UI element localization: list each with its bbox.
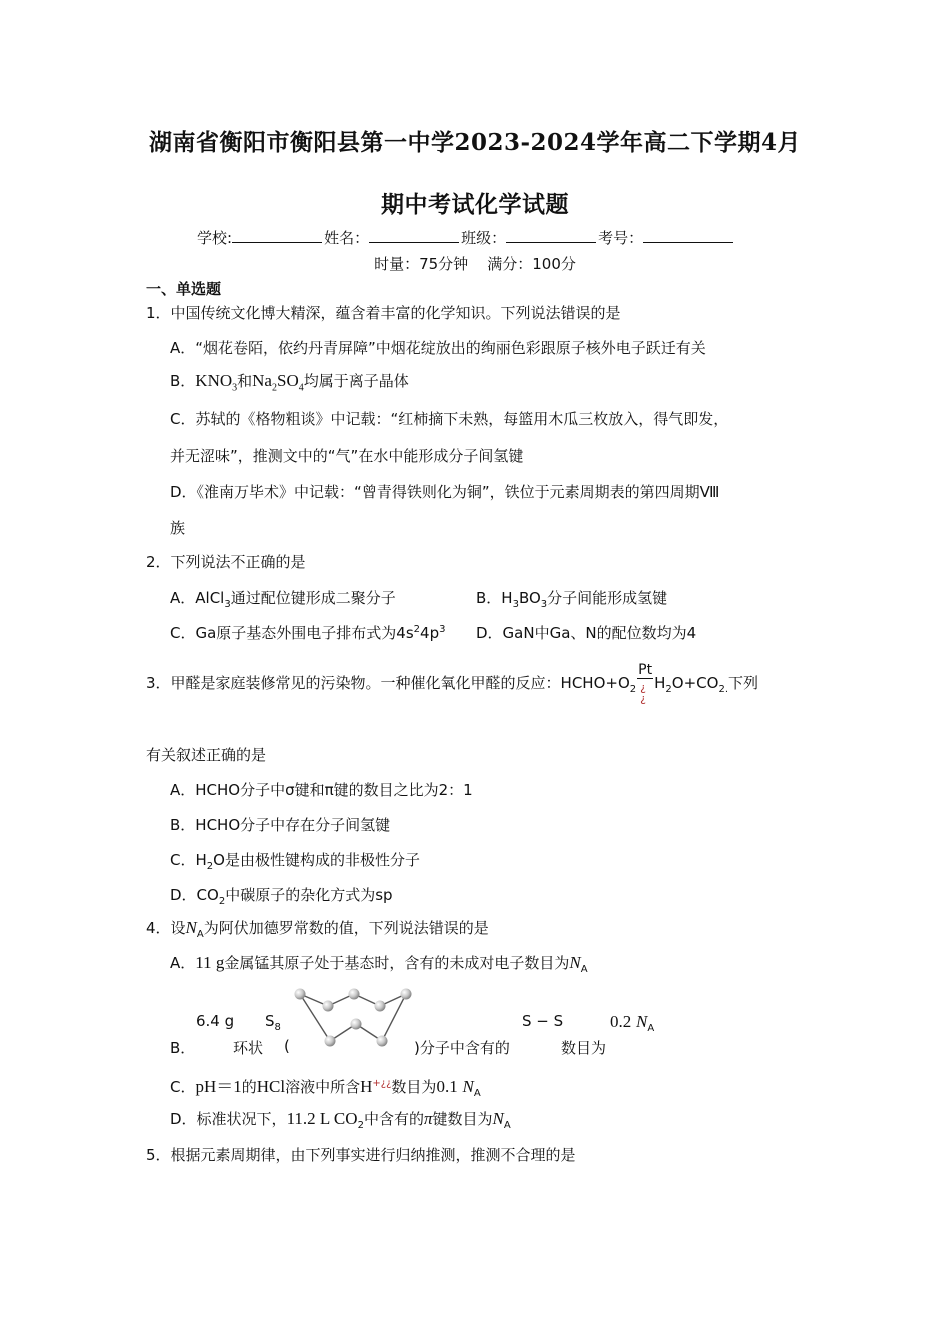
q1-b-na-sub: 2 <box>271 382 277 394</box>
q4-d-na-sub: A <box>503 1120 511 1131</box>
q2-option-c <box>170 622 445 643</box>
q4-stem-post: 为阿伏加德罗常数的值，下列说法错误的是 <box>203 919 489 937</box>
q4-c-de: 的 <box>241 1078 257 1096</box>
q2-option-b <box>476 587 667 610</box>
s8-bonds <box>300 994 406 1041</box>
q1-b-na: Na <box>252 371 272 390</box>
q4-b-count-label: 数目为 <box>561 1039 607 1057</box>
q1-b-kno: KNO <box>195 371 233 390</box>
q2-c-sup2: 3 <box>439 624 446 635</box>
q1-option-b <box>170 370 409 393</box>
q5-stem: 5．根据元素周期律，由下列事实进行归纳推测，推测不合理的是 <box>146 1146 576 1164</box>
q4-c-pre: C． <box>170 1078 196 1096</box>
q4-b-label: B． <box>170 1039 196 1057</box>
school-blank[interactable] <box>232 228 322 243</box>
number-label: 考号： <box>598 229 644 247</box>
q4-b-s: S <box>265 1012 275 1030</box>
class-label: 班级： <box>461 229 507 247</box>
q2-a-pre: A．AlCl <box>170 589 225 607</box>
q4-option-d <box>170 1108 511 1131</box>
class-blank[interactable] <box>506 228 596 243</box>
q4-b-paren-r: )分子中含有的 <box>414 1039 510 1057</box>
q4-a-post: 金属锰其原子处于基态时，含有的未成对电子数目为 <box>224 954 570 972</box>
q2-c-sup1: 2 <box>413 624 421 635</box>
s8-atom <box>351 1019 362 1030</box>
q3-stem-sub2: 2 <box>665 684 672 695</box>
q3-option-d <box>170 884 393 907</box>
q4-d-pi: π <box>423 1109 433 1128</box>
q3-cat-q2: ¿ <box>640 692 646 705</box>
exam-title-line1: 湖南省衡阳市衡阳县第一中学2023-2024学年高二下学期4月 <box>148 129 802 156</box>
q4-d-post: 键数目为 <box>432 1110 493 1128</box>
q2-b-sub1: 3 <box>512 599 519 610</box>
s8-atom <box>349 989 360 1000</box>
q3-stem <box>146 662 759 705</box>
q4-a-pre: A． <box>170 954 196 972</box>
q3-option-c <box>170 849 420 872</box>
s8-ring-figure <box>292 986 422 1050</box>
q4-c-na: N <box>462 1077 474 1096</box>
q4-a-mass: 11 g <box>195 953 225 972</box>
q3-d-pre: D．CO <box>170 886 219 904</box>
q1-b-prefix: B． <box>170 372 196 390</box>
q3-stem-post: 下列 <box>728 674 759 692</box>
q4-c-hcl: HCl <box>256 1077 286 1096</box>
q3-cat-q1: ¿ <box>640 681 646 694</box>
q3-c-pre: C．H <box>170 851 207 869</box>
q2-c-pre: C．Ga原子基态外围电子排布式为4s <box>170 624 414 642</box>
q4-d-vol: 11.2 L CO <box>286 1109 358 1128</box>
q2-b-pre: B．H <box>476 589 513 607</box>
q4-option-a <box>170 952 588 975</box>
q1-b-and: 和 <box>237 372 253 390</box>
q1-b-na2so4 <box>252 371 304 394</box>
s8-atom <box>401 989 412 1000</box>
q2-option-d: D．GaN中Ga、N的配位数均为4 <box>476 624 697 642</box>
q2-c-mid: 4p <box>420 624 440 642</box>
q4-na: N <box>185 918 197 937</box>
school-label: 学校: <box>197 229 233 247</box>
q3-stem-line2: 有关叙述正确的是 <box>146 746 267 764</box>
q1-option-c-line1: C．苏轼的《格物粗谈》中记载：“红柿摘下未熟，每篮用木瓜三枚放入，得气即发， <box>170 410 729 428</box>
q1-b-rest: 均属于离子晶体 <box>303 372 409 390</box>
q3-option-a: A．HCHO分子中σ键和π键的数目之比为2：1 <box>170 781 473 799</box>
q4-b-mass: 6.4 g <box>196 1012 235 1030</box>
q2-b-post: 分子间能形成氢键 <box>547 589 668 607</box>
q2-stem: 2．下列说法不正确的是 <box>146 553 306 571</box>
q4-b-paren-l: ( <box>284 1037 290 1055</box>
s8-atom <box>323 1001 334 1012</box>
q4-d-vol-sub: 2 <box>357 1120 364 1131</box>
q4-b-s-sub: 8 <box>274 1022 281 1033</box>
q4-b-s8 <box>265 1012 281 1033</box>
q4-d-mid: 中含有的 <box>363 1110 424 1128</box>
q1-b-kno-sub: 3 <box>232 382 238 394</box>
q4-c-mid: 溶液中所含 <box>285 1078 361 1096</box>
q4-b-ring: 环状 <box>233 1039 264 1057</box>
q3-d-sub: 2 <box>218 896 226 907</box>
q3-option-b: B．HCHO分子中存在分子间氢键 <box>170 816 391 834</box>
q4-d-na: N <box>492 1109 504 1128</box>
number-blank[interactable] <box>643 228 733 243</box>
name-label: 姓名： <box>324 229 370 247</box>
exam-title-line2: 期中考试化学试题 <box>381 191 569 218</box>
q1-b-kno3 <box>195 371 238 394</box>
q1-b-so: SO <box>276 371 299 390</box>
q3-arrow-line <box>637 678 653 679</box>
q4-na-sub: A <box>196 929 204 940</box>
time-score: 时量：75分钟 满分：100分 <box>374 255 576 273</box>
q1-option-d-line1: D．《淮南万毕术》中记载：“曾青得铁则化为铜”，铁位于元素周期表的第四周期Ⅷ <box>170 483 720 501</box>
q4-c-count: 0.1 <box>436 1077 458 1096</box>
q2-b-sub2: 3 <box>540 599 548 610</box>
q4-b-bond: S − S <box>522 1012 564 1030</box>
q4-b-count-val: 0.2 <box>610 1012 632 1031</box>
q3-stem-sub3: 2. <box>718 684 728 695</box>
q4-c-ph: pH＝1 <box>195 1077 242 1096</box>
q2-option-a <box>170 587 396 610</box>
q4-c-h: H <box>360 1077 373 1096</box>
q3-stem-mid: H <box>654 674 666 692</box>
q4-a-na: N <box>569 953 581 972</box>
section-title: 一、单选题 <box>146 280 222 298</box>
student-info-row <box>197 227 735 248</box>
q4-b-na-sub: A <box>647 1023 655 1034</box>
s8-atom <box>295 989 306 1000</box>
q3-catalyst: Pt <box>638 662 653 678</box>
q4-d-pre: D．标准状况下， <box>170 1110 287 1128</box>
q3-catalyst-marks <box>640 682 646 704</box>
q4-b-count <box>610 1012 654 1034</box>
q4-c-na-sub: A <box>473 1088 481 1099</box>
q4-c-post: 数目为 <box>391 1078 437 1096</box>
q4-b-na: N <box>636 1012 648 1031</box>
q1-option-a: A．“烟花卷陌，依约丹青屏障”中烟花绽放出的绚丽色彩跟原子核外电子跃迁有关 <box>170 339 706 357</box>
q2-b-mid: BO <box>518 589 541 607</box>
s8-atom <box>377 1036 388 1047</box>
q4-option-c <box>170 1072 481 1099</box>
name-blank[interactable] <box>369 228 459 243</box>
q3-stem-sub1: 2 <box>629 684 637 695</box>
s8-atom <box>375 1001 386 1012</box>
q3-d-post: 中碳原子的杂化方式为sp <box>225 886 393 904</box>
q3-stem-pre: 3．甲醛是家庭装修常见的污染物。一种催化氧化甲醛的反应：HCHO+O <box>146 674 630 692</box>
q3-catalyst-arrow <box>636 662 654 705</box>
q1-b-so-sub: 4 <box>298 382 304 394</box>
q1-option-d-line2: 族 <box>170 519 186 537</box>
q4-stem <box>146 917 489 940</box>
q4-stem-pre: 4．设 <box>146 919 186 937</box>
q2-a-post: 通过配位键形成二聚分子 <box>230 589 396 607</box>
q3-c-sub: 2 <box>206 861 214 872</box>
q4-a-na-sub: A <box>580 964 588 975</box>
q3-stem-mid2: O+CO <box>671 674 719 692</box>
s8-atom <box>325 1036 336 1047</box>
q1-option-c-line2: 并无涩味”，推测文中的“气”在水中能形成分子间氢键 <box>170 447 524 465</box>
q1-stem: 1．中国传统文化博大精深，蕴含着丰富的化学知识。下列说法错误的是 <box>146 304 621 322</box>
q4-c-h-sup: +¿¿ <box>372 1078 392 1089</box>
q2-a-sub: 3 <box>224 599 231 610</box>
q3-c-post: O是由极性键构成的非极性分子 <box>213 851 420 869</box>
